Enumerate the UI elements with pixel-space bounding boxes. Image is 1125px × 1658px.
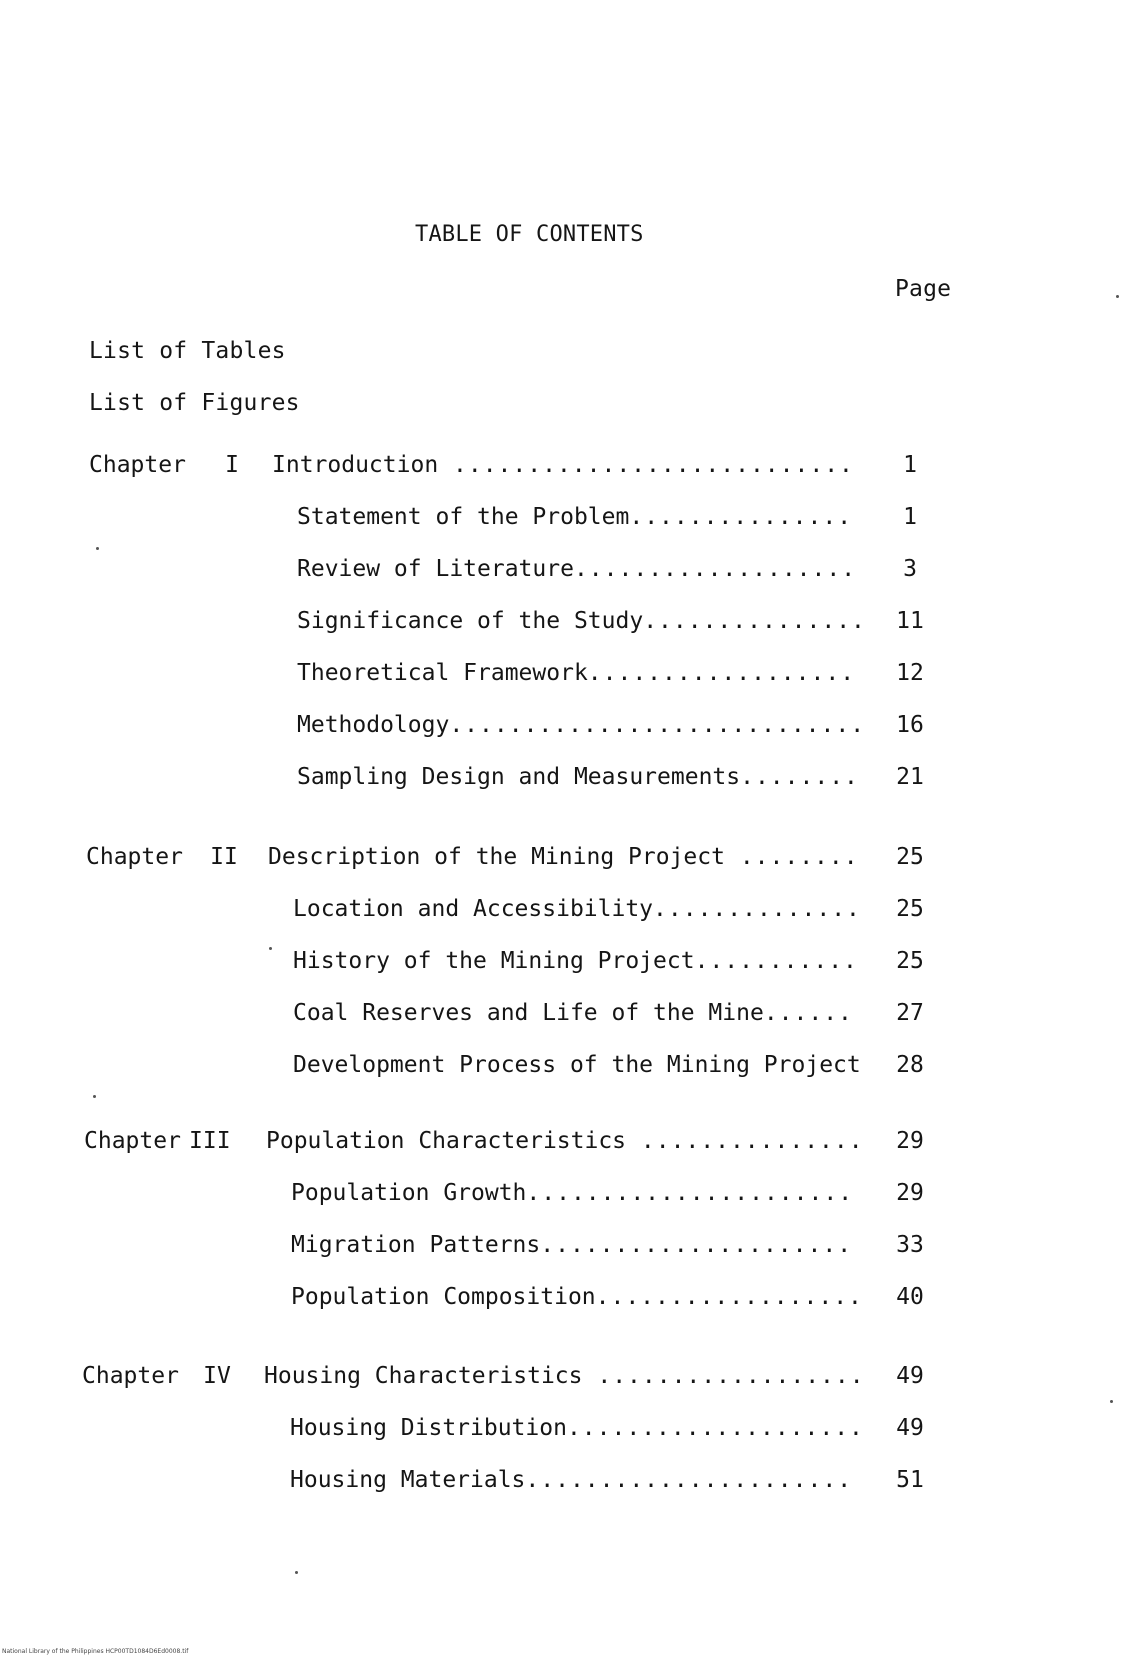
section-page-number: 29 bbox=[896, 1180, 924, 1206]
toc-chapter-row bbox=[0, 1128, 1125, 1158]
scan-footer: National Library of the Philippines HCP00TD1084D6Ed0008.tif bbox=[2, 1648, 189, 1655]
leader-dots: ............... bbox=[643, 608, 866, 634]
page-column-header: Page bbox=[895, 276, 952, 302]
chapter-title: Introduction bbox=[272, 452, 439, 478]
section-title: Location and Accessibility bbox=[293, 896, 654, 922]
toc-section-row bbox=[0, 556, 1125, 586]
section-title: Significance of the Study bbox=[297, 608, 644, 634]
leader-dots: ................... bbox=[573, 556, 857, 582]
toc-section-row bbox=[0, 660, 1125, 690]
toc-chapter-row bbox=[0, 1363, 1125, 1393]
toc-section-row bbox=[0, 1000, 1125, 1030]
front-matter-item-figures: List of Figures bbox=[89, 390, 300, 416]
scan-speck bbox=[295, 1571, 298, 1574]
section-page-number: 51 bbox=[896, 1467, 924, 1493]
section-page-number: 1 bbox=[903, 504, 917, 530]
leader-dots: .............. bbox=[653, 896, 861, 922]
leader-dots: ............... bbox=[626, 1128, 864, 1154]
section-page-number: 25 bbox=[896, 896, 924, 922]
section-entry bbox=[293, 1052, 868, 1078]
chapter-numeral: I bbox=[225, 452, 239, 478]
chapter-title: Housing Characteristics bbox=[264, 1363, 583, 1389]
section-page-number: 12 bbox=[896, 660, 924, 686]
scan-speck bbox=[1110, 1400, 1113, 1403]
leader-dots: .................. bbox=[587, 660, 856, 686]
scan-speck bbox=[93, 1095, 96, 1098]
chapter-label: Chapter bbox=[82, 1363, 179, 1389]
chapter-numeral: III bbox=[189, 1128, 231, 1154]
section-title: Housing Distribution bbox=[290, 1415, 567, 1441]
scan-speck bbox=[269, 947, 272, 950]
section-page-number: 3 bbox=[903, 556, 917, 582]
leader-dots: ............................ bbox=[449, 712, 866, 738]
section-title: Development Process of the Mining Project bbox=[293, 1052, 861, 1078]
section-page-number: 25 bbox=[896, 948, 924, 974]
toc-section-row bbox=[0, 1284, 1125, 1314]
section-entry bbox=[291, 1180, 868, 1206]
section-entry bbox=[297, 608, 868, 634]
section-title: Methodology bbox=[297, 712, 450, 738]
toc-section-row bbox=[0, 1180, 1125, 1210]
leader-dots: ........... bbox=[694, 948, 858, 974]
leader-dots: .................. bbox=[595, 1284, 863, 1310]
section-title: Statement of the Problem bbox=[297, 504, 630, 530]
chapter-label: Chapter bbox=[86, 844, 183, 870]
section-page-number: 28 bbox=[896, 1052, 924, 1078]
section-entry bbox=[293, 948, 868, 974]
chapter-page-number: 49 bbox=[896, 1363, 924, 1389]
chapter-numeral: IV bbox=[203, 1363, 231, 1389]
section-entry bbox=[290, 1467, 868, 1493]
section-title: Review of Literature bbox=[297, 556, 574, 582]
toc-section-row bbox=[0, 896, 1125, 926]
toc-section-row bbox=[0, 608, 1125, 638]
section-entry bbox=[291, 1232, 868, 1258]
section-entry bbox=[297, 556, 868, 582]
page-title: TABLE OF CONTENTS bbox=[415, 222, 644, 247]
section-title: Coal Reserves and Life of the Mine bbox=[293, 1000, 764, 1026]
toc-chapter-row bbox=[0, 452, 1125, 482]
chapter-page-number: 29 bbox=[896, 1128, 924, 1154]
toc-section-row bbox=[0, 764, 1125, 794]
section-title: Population Growth bbox=[291, 1180, 527, 1206]
section-title: History of the Mining Project bbox=[293, 948, 695, 974]
front-matter-item-tables: List of Tables bbox=[89, 338, 286, 364]
scan-speck bbox=[96, 547, 99, 550]
section-title: Sampling Design and Measurements bbox=[297, 764, 741, 790]
section-title: Housing Materials bbox=[290, 1467, 526, 1493]
section-page-number: 49 bbox=[896, 1415, 924, 1441]
chapter-title: Population Characteristics bbox=[266, 1128, 627, 1154]
section-page-number: 21 bbox=[896, 764, 924, 790]
toc-section-row bbox=[0, 1052, 1125, 1082]
section-page-number: 27 bbox=[896, 1000, 924, 1026]
chapter-page-number: 1 bbox=[903, 452, 917, 478]
toc-chapter-row bbox=[0, 844, 1125, 874]
section-title: Population Composition bbox=[291, 1284, 596, 1310]
leader-dots: ........................... bbox=[438, 452, 854, 478]
chapter-title-entry bbox=[268, 844, 868, 870]
chapter-title-entry bbox=[272, 452, 868, 478]
section-page-number: 40 bbox=[896, 1284, 924, 1310]
leader-dots: ...................... bbox=[526, 1180, 854, 1206]
section-page-number: 16 bbox=[896, 712, 924, 738]
chapter-label: Chapter bbox=[89, 452, 186, 478]
leader-dots: .................... bbox=[566, 1415, 864, 1441]
leader-dots: ........ bbox=[740, 764, 859, 790]
section-page-number: 33 bbox=[896, 1232, 924, 1258]
scan-speck bbox=[1116, 295, 1119, 298]
leader-dots: ..................... bbox=[540, 1232, 853, 1258]
section-entry bbox=[293, 1000, 868, 1026]
section-entry bbox=[291, 1284, 868, 1310]
chapter-label: Chapter bbox=[84, 1128, 181, 1154]
section-entry bbox=[297, 764, 868, 790]
toc-section-row bbox=[0, 1467, 1125, 1497]
leader-dots: .................. bbox=[582, 1363, 865, 1389]
section-entry bbox=[297, 660, 868, 686]
section-page-number: 11 bbox=[896, 608, 924, 634]
toc-section-row bbox=[0, 712, 1125, 742]
chapter-page-number: 25 bbox=[896, 844, 924, 870]
section-entry bbox=[297, 712, 868, 738]
chapter-title-entry bbox=[264, 1363, 868, 1389]
section-entry bbox=[293, 896, 868, 922]
chapter-title: Description of the Mining Project bbox=[268, 844, 725, 870]
section-entry bbox=[297, 504, 868, 530]
leader-dots: ............... bbox=[629, 504, 853, 530]
chapter-title-entry bbox=[266, 1128, 868, 1154]
section-title: Migration Patterns bbox=[291, 1232, 541, 1258]
leader-dots: ...................... bbox=[525, 1467, 853, 1493]
leader-dots: ........ bbox=[724, 844, 859, 870]
leader-dots: ...... bbox=[763, 1000, 853, 1026]
chapter-numeral: II bbox=[210, 844, 238, 870]
section-title: Theoretical Framework bbox=[297, 660, 588, 686]
toc-section-row bbox=[0, 948, 1125, 978]
toc-section-row bbox=[0, 1415, 1125, 1445]
section-entry bbox=[290, 1415, 868, 1441]
toc-section-row bbox=[0, 1232, 1125, 1262]
toc-section-row bbox=[0, 504, 1125, 534]
